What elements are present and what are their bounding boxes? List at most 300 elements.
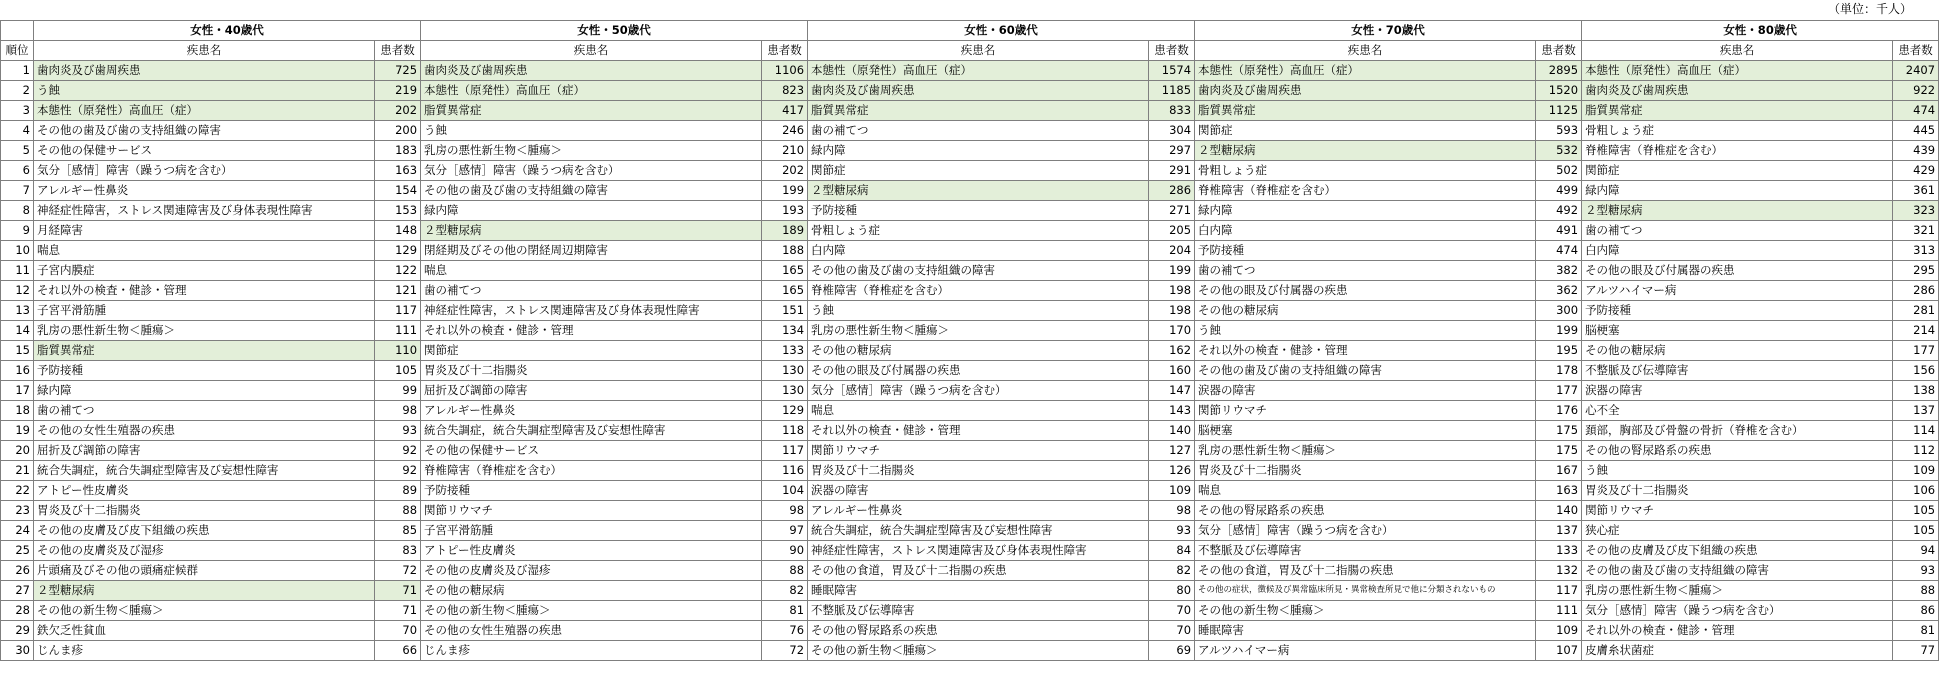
patient-count-cell: 165 [762, 281, 808, 301]
disease-name-cell: 片頭痛及びその他の頭痛症候群 [34, 561, 375, 581]
disease-name-cell: その他の食道，胃及び十二指腸の疾患 [1195, 561, 1536, 581]
rank-cell: 2 [1, 81, 34, 101]
patient-count-cell: 147 [1149, 381, 1195, 401]
patient-count-cell: 219 [375, 81, 421, 101]
patient-count-cell: 175 [1536, 441, 1582, 461]
patient-count-cell: 304 [1149, 121, 1195, 141]
table-row [1, 501, 1939, 521]
patient-count-cell: 111 [1536, 601, 1582, 621]
disease-name-cell: う蝕 [1195, 321, 1536, 341]
patient-count-cell: 286 [1893, 281, 1939, 301]
disease-name-cell: 本態性（原発性）高血圧（症） [421, 81, 762, 101]
patient-count-cell: 134 [762, 321, 808, 341]
patients-header: 患者数 [762, 41, 808, 61]
disease-name-cell: 脂質異常症 [1582, 101, 1893, 121]
disease-name-cell: 閉経期及びその他の閉経周辺期障害 [421, 241, 762, 261]
patient-count-cell: 195 [1536, 341, 1582, 361]
disease-name-cell: その他の眼及び付属器の疾患 [1582, 261, 1893, 281]
patient-count-cell: 532 [1536, 141, 1582, 161]
patient-count-cell: 133 [1536, 541, 1582, 561]
group-title: 女性・40歳代 [34, 21, 421, 41]
table-row [1, 441, 1939, 461]
disease-name-cell: 統合失調症，統合失調症型障害及び妄想性障害 [808, 521, 1149, 541]
disease-name-cell: 睡眠障害 [808, 581, 1149, 601]
rank-cell: 19 [1, 421, 34, 441]
patient-count-cell: 823 [762, 81, 808, 101]
patient-count-cell: 271 [1149, 201, 1195, 221]
patient-count-cell: 105 [1893, 501, 1939, 521]
table-row [1, 241, 1939, 261]
disease-name-cell: その他の女性生殖器の疾患 [421, 621, 762, 641]
patient-count-cell: 88 [375, 501, 421, 521]
patient-count-cell: 214 [1893, 321, 1939, 341]
patient-count-cell: 88 [762, 561, 808, 581]
patient-count-cell: 99 [375, 381, 421, 401]
patient-count-cell: 725 [375, 61, 421, 81]
patient-count-cell: 1106 [762, 61, 808, 81]
patient-count-cell: 97 [762, 521, 808, 541]
patient-count-cell: 110 [375, 341, 421, 361]
patients-header: 患者数 [1893, 41, 1939, 61]
patient-count-cell: 109 [1149, 481, 1195, 501]
patient-count-cell: 593 [1536, 121, 1582, 141]
disease-name-cell: 関節リウマチ [421, 501, 762, 521]
disease-name-cell: 骨粗しょう症 [808, 221, 1149, 241]
patient-count-cell: 246 [762, 121, 808, 141]
patient-count-cell: 85 [375, 521, 421, 541]
patient-count-cell: 127 [1149, 441, 1195, 461]
disease-name-cell: その他の新生物＜腫瘍＞ [808, 641, 1149, 661]
patients-header: 患者数 [375, 41, 421, 61]
patient-count-cell: 82 [1149, 561, 1195, 581]
patient-count-cell: 111 [375, 321, 421, 341]
patient-count-cell: 165 [762, 261, 808, 281]
disease-name-cell: 不整脈及び伝導障害 [1582, 361, 1893, 381]
patient-count-cell: 92 [375, 441, 421, 461]
disease-header: 疾患名 [808, 41, 1149, 61]
disease-name-cell: 歯肉炎及び歯周疾患 [1195, 81, 1536, 101]
patient-count-cell: 130 [762, 381, 808, 401]
patient-count-cell: 81 [762, 601, 808, 621]
patient-count-cell: 130 [762, 361, 808, 381]
disease-name-cell: 緑内障 [421, 201, 762, 221]
disease-name-cell: 気分［感情］障害（躁うつ病を含む） [1582, 601, 1893, 621]
patient-count-cell: 491 [1536, 221, 1582, 241]
patient-count-cell: 199 [1536, 321, 1582, 341]
table-row [1, 421, 1939, 441]
patient-count-cell: 295 [1893, 261, 1939, 281]
disease-name-cell: 予防接種 [1195, 241, 1536, 261]
disease-name-cell: 不整脈及び伝導障害 [808, 601, 1149, 621]
disease-name-cell: 白内障 [1582, 241, 1893, 261]
table-row [1, 141, 1939, 161]
rank-cell: 16 [1, 361, 34, 381]
disease-name-cell: その他の糖尿病 [421, 581, 762, 601]
patient-count-cell: 198 [1149, 301, 1195, 321]
disease-name-cell: その他の眼及び付属器の疾患 [808, 361, 1149, 381]
rank-cell: 9 [1, 221, 34, 241]
patient-count-cell: 439 [1893, 141, 1939, 161]
disease-name-cell: 涙器の障害 [808, 481, 1149, 501]
patient-count-cell: 160 [1149, 361, 1195, 381]
disease-name-cell: 関節症 [1195, 121, 1536, 141]
disease-name-cell: 脳梗塞 [1195, 421, 1536, 441]
disease-name-cell: 脂質異常症 [34, 341, 375, 361]
patient-count-cell: 198 [1149, 281, 1195, 301]
disease-name-cell: それ以外の検査・健診・管理 [1195, 341, 1536, 361]
disease-name-cell: その他の歯及び歯の支持組織の障害 [34, 121, 375, 141]
patient-count-cell: 89 [375, 481, 421, 501]
patient-count-cell: 429 [1893, 161, 1939, 181]
disease-name-cell: アレルギー性鼻炎 [808, 501, 1149, 521]
rank-cell: 14 [1, 321, 34, 341]
disease-name-cell: 統合失調症，統合失調症型障害及び妄想性障害 [34, 461, 375, 481]
patient-count-cell: 140 [1536, 501, 1582, 521]
patient-count-cell: 86 [1893, 601, 1939, 621]
patient-count-cell: 189 [762, 221, 808, 241]
rank-cell: 1 [1, 61, 34, 81]
patient-count-cell: 109 [1536, 621, 1582, 641]
disease-name-cell: 骨粗しょう症 [1195, 161, 1536, 181]
disease-name-cell: ２型糖尿病 [1582, 201, 1893, 221]
disease-name-cell: 涙器の障害 [1582, 381, 1893, 401]
patient-count-cell: 176 [1536, 401, 1582, 421]
patient-count-cell: 445 [1893, 121, 1939, 141]
patient-count-cell: 93 [375, 421, 421, 441]
disease-name-cell: う蝕 [34, 81, 375, 101]
patient-count-cell: 90 [762, 541, 808, 561]
table-row [1, 341, 1939, 361]
disease-name-cell: 気分［感情］障害（躁うつ病を含む） [34, 161, 375, 181]
patient-count-cell: 922 [1893, 81, 1939, 101]
patient-count-cell: 70 [1149, 621, 1195, 641]
disease-name-cell: アレルギー性鼻炎 [421, 401, 762, 421]
patient-count-cell: 183 [375, 141, 421, 161]
patient-count-cell: 167 [1536, 461, 1582, 481]
table-row [1, 541, 1939, 561]
patient-count-cell: 122 [375, 261, 421, 281]
patient-count-cell: 69 [1149, 641, 1195, 661]
disease-name-cell: 月経障害 [34, 221, 375, 241]
disease-name-cell: その他の食道，胃及び十二指腸の疾患 [808, 561, 1149, 581]
patient-count-cell: 76 [762, 621, 808, 641]
disease-name-cell: その他の新生物＜腫瘍＞ [34, 601, 375, 621]
patient-count-cell: 72 [375, 561, 421, 581]
table-row [1, 361, 1939, 381]
patient-count-cell: 833 [1149, 101, 1195, 121]
patient-count-cell: 66 [375, 641, 421, 661]
disease-name-cell: その他の糖尿病 [808, 341, 1149, 361]
patient-count-cell: 116 [762, 461, 808, 481]
table-row [1, 481, 1939, 501]
patient-count-cell: 300 [1536, 301, 1582, 321]
patient-count-cell: 178 [1536, 361, 1582, 381]
disease-name-cell: その他の歯及び歯の支持組織の障害 [1195, 361, 1536, 381]
patient-count-cell: 72 [762, 641, 808, 661]
rank-cell: 26 [1, 561, 34, 581]
disease-name-cell: 関節リウマチ [1195, 401, 1536, 421]
table-row [1, 61, 1939, 81]
table-row [1, 101, 1939, 121]
disease-name-cell: それ以外の検査・健診・管理 [808, 421, 1149, 441]
patient-count-cell: 70 [375, 621, 421, 641]
rank-cell: 21 [1, 461, 34, 481]
disease-name-cell: その他の症状，徴候及び異常臨床所見・異常検査所見で他に分類されないもの [1195, 581, 1536, 601]
rank-cell: 29 [1, 621, 34, 641]
table-row [1, 81, 1939, 101]
group-header-row [1, 21, 1939, 41]
disease-name-cell: 乳房の悪性新生物＜腫瘍＞ [1582, 581, 1893, 601]
disease-name-cell: 屈折及び調節の障害 [34, 441, 375, 461]
disease-name-cell: 緑内障 [808, 141, 1149, 161]
patient-count-cell: 286 [1149, 181, 1195, 201]
table-body [1, 61, 1939, 661]
patient-count-cell: 98 [762, 501, 808, 521]
patient-count-cell: 81 [1893, 621, 1939, 641]
disease-name-cell: 神経症性障害，ストレス関連障害及び身体表現性障害 [808, 541, 1149, 561]
patient-count-cell: 474 [1893, 101, 1939, 121]
disease-name-cell: その他の保健サービス [421, 441, 762, 461]
disease-name-cell: 本態性（原発性）高血圧（症） [1582, 61, 1893, 81]
patient-count-cell: 163 [1536, 481, 1582, 501]
disease-name-cell: 予防接種 [421, 481, 762, 501]
disease-name-cell: 喘息 [34, 241, 375, 261]
patient-count-cell: 109 [1893, 461, 1939, 481]
patient-count-cell: 140 [1149, 421, 1195, 441]
rank-cell: 4 [1, 121, 34, 141]
patient-count-cell: 84 [1149, 541, 1195, 561]
disease-name-cell: その他の新生物＜腫瘍＞ [1195, 601, 1536, 621]
table-row [1, 581, 1939, 601]
patient-count-cell: 499 [1536, 181, 1582, 201]
disease-name-cell: 歯の補てつ [1582, 221, 1893, 241]
disease-name-cell: 胃炎及び十二指腸炎 [34, 501, 375, 521]
patient-count-cell: 112 [1893, 441, 1939, 461]
disease-name-cell: 骨粗しょう症 [1582, 121, 1893, 141]
patient-count-cell: 121 [375, 281, 421, 301]
patient-count-cell: 98 [1149, 501, 1195, 521]
table-row [1, 161, 1939, 181]
rank-cell: 10 [1, 241, 34, 261]
patient-count-cell: 71 [375, 581, 421, 601]
disease-name-cell: 関節リウマチ [808, 441, 1149, 461]
table-row [1, 281, 1939, 301]
disease-name-cell: その他の腎尿路系の疾患 [808, 621, 1149, 641]
disease-name-cell: 歯の補てつ [1195, 261, 1536, 281]
rank-cell: 25 [1, 541, 34, 561]
rank-cell: 22 [1, 481, 34, 501]
disease-name-cell: 白内障 [808, 241, 1149, 261]
disease-name-cell: その他の眼及び付属器の疾患 [1195, 281, 1536, 301]
disease-name-cell: 本態性（原発性）高血圧（症） [808, 61, 1149, 81]
disease-name-cell: 神経症性障害，ストレス関連障害及び身体表現性障害 [34, 201, 375, 221]
disease-name-cell: 脊椎障害（脊椎症を含む） [808, 281, 1149, 301]
patient-count-cell: 93 [1893, 561, 1939, 581]
disease-name-cell: アルツハイマー病 [1195, 641, 1536, 661]
patient-count-cell: 1185 [1149, 81, 1195, 101]
patient-count-cell: 177 [1893, 341, 1939, 361]
patient-count-cell: 202 [375, 101, 421, 121]
patient-count-cell: 291 [1149, 161, 1195, 181]
table-row [1, 381, 1939, 401]
disease-name-cell: アトピー性皮膚炎 [34, 481, 375, 501]
disease-name-cell: じんま疹 [421, 641, 762, 661]
patient-count-cell: 129 [762, 401, 808, 421]
patient-count-cell: 88 [1893, 581, 1939, 601]
disease-name-cell: 神経症性障害，ストレス関連障害及び身体表現性障害 [421, 301, 762, 321]
disease-name-cell: 子宮平滑筋腫 [421, 521, 762, 541]
disease-name-cell: 頚部，胸部及び骨盤の骨折（脊椎を含む） [1582, 421, 1893, 441]
table-row [1, 261, 1939, 281]
disease-name-cell: 胃炎及び十二指腸炎 [1582, 481, 1893, 501]
disease-name-cell: ２型糖尿病 [1195, 141, 1536, 161]
disease-name-cell: 脂質異常症 [421, 101, 762, 121]
rank-cell: 12 [1, 281, 34, 301]
disease-name-cell: 胃炎及び十二指腸炎 [421, 361, 762, 381]
rank-cell: 7 [1, 181, 34, 201]
disease-name-cell: その他の皮膚及び皮下組織の疾患 [34, 521, 375, 541]
patient-count-cell: 154 [375, 181, 421, 201]
disease-name-cell: 脊椎障害（脊椎症を含む） [421, 461, 762, 481]
disease-name-cell: それ以外の検査・健診・管理 [1582, 621, 1893, 641]
ranking-table [0, 20, 1939, 661]
patient-count-cell: 93 [1149, 521, 1195, 541]
disease-name-cell: 鉄欠乏性貧血 [34, 621, 375, 641]
disease-name-cell: 緑内障 [1582, 181, 1893, 201]
rank-cell: 28 [1, 601, 34, 621]
patient-count-cell: 177 [1536, 381, 1582, 401]
disease-name-cell: 狭心症 [1582, 521, 1893, 541]
patient-count-cell: 77 [1893, 641, 1939, 661]
group-title: 女性・50歳代 [421, 21, 808, 41]
table-row [1, 621, 1939, 641]
patient-count-cell: 323 [1893, 201, 1939, 221]
table-row [1, 221, 1939, 241]
table-row [1, 641, 1939, 661]
disease-name-cell: その他の皮膚炎及び湿疹 [34, 541, 375, 561]
disease-name-cell: 緑内障 [34, 381, 375, 401]
patient-count-cell: 129 [375, 241, 421, 261]
rank-cell: 11 [1, 261, 34, 281]
disease-name-cell: 関節症 [808, 161, 1149, 181]
patient-count-cell: 417 [762, 101, 808, 121]
table-row [1, 121, 1939, 141]
disease-name-cell: その他の糖尿病 [1582, 341, 1893, 361]
disease-name-cell: 子宮平滑筋腫 [34, 301, 375, 321]
disease-name-cell: 関節症 [421, 341, 762, 361]
disease-header: 疾患名 [1582, 41, 1893, 61]
disease-name-cell: 乳房の悪性新生物＜腫瘍＞ [421, 141, 762, 161]
patient-count-cell: 94 [1893, 541, 1939, 561]
table-row [1, 201, 1939, 221]
patient-count-cell: 83 [375, 541, 421, 561]
patient-count-cell: 138 [1893, 381, 1939, 401]
disease-name-cell: その他の保健サービス [34, 141, 375, 161]
disease-name-cell: 乳房の悪性新生物＜腫瘍＞ [34, 321, 375, 341]
table-row [1, 401, 1939, 421]
disease-name-cell: 不整脈及び伝導障害 [1195, 541, 1536, 561]
disease-name-cell: 歯肉炎及び歯周疾患 [1582, 81, 1893, 101]
patient-count-cell: 71 [375, 601, 421, 621]
disease-name-cell: 気分［感情］障害（躁うつ病を含む） [1195, 521, 1536, 541]
disease-name-cell: 子宮内膜症 [34, 261, 375, 281]
disease-name-cell: 喘息 [808, 401, 1149, 421]
table-row [1, 601, 1939, 621]
patient-count-cell: 105 [375, 361, 421, 381]
disease-name-cell: その他の歯及び歯の支持組織の障害 [1582, 561, 1893, 581]
patient-count-cell: 156 [1893, 361, 1939, 381]
patient-count-cell: 205 [1149, 221, 1195, 241]
patient-count-cell: 70 [1149, 601, 1195, 621]
patient-count-cell: 175 [1536, 421, 1582, 441]
patient-count-cell: 1520 [1536, 81, 1582, 101]
disease-name-cell: 歯肉炎及び歯周疾患 [34, 61, 375, 81]
disease-name-cell: 乳房の悪性新生物＜腫瘍＞ [808, 321, 1149, 341]
patient-count-cell: 202 [762, 161, 808, 181]
patient-count-cell: 1574 [1149, 61, 1195, 81]
patient-count-cell: 153 [375, 201, 421, 221]
patient-count-cell: 137 [1536, 521, 1582, 541]
patient-count-cell: 106 [1893, 481, 1939, 501]
patient-count-cell: 162 [1149, 341, 1195, 361]
patient-count-cell: 281 [1893, 301, 1939, 321]
disease-name-cell: 乳房の悪性新生物＜腫瘍＞ [1195, 441, 1536, 461]
rank-cell: 15 [1, 341, 34, 361]
patient-count-cell: 199 [1149, 261, 1195, 281]
patient-count-cell: 118 [762, 421, 808, 441]
disease-name-cell: それ以外の検査・健診・管理 [34, 281, 375, 301]
patient-count-cell: 105 [1893, 521, 1939, 541]
patient-count-cell: 151 [762, 301, 808, 321]
patient-count-cell: 104 [762, 481, 808, 501]
group-title: 女性・70歳代 [1195, 21, 1582, 41]
disease-name-cell: それ以外の検査・健診・管理 [421, 321, 762, 341]
patient-count-cell: 107 [1536, 641, 1582, 661]
table-row [1, 461, 1939, 481]
disease-name-cell: アトピー性皮膚炎 [421, 541, 762, 561]
disease-name-cell: その他の女性生殖器の疾患 [34, 421, 375, 441]
rank-cell: 27 [1, 581, 34, 601]
disease-name-cell: 歯の補てつ [421, 281, 762, 301]
disease-name-cell: 関節リウマチ [1582, 501, 1893, 521]
patient-count-cell: 132 [1536, 561, 1582, 581]
patient-count-cell: 362 [1536, 281, 1582, 301]
disease-name-cell: 気分［感情］障害（躁うつ病を含む） [421, 161, 762, 181]
rank-cell: 6 [1, 161, 34, 181]
patient-count-cell: 502 [1536, 161, 1582, 181]
rank-cell: 23 [1, 501, 34, 521]
patient-count-cell: 92 [375, 461, 421, 481]
disease-header: 疾患名 [1195, 41, 1536, 61]
patient-count-cell: 117 [375, 301, 421, 321]
disease-name-cell: 脂質異常症 [1195, 101, 1536, 121]
rank-header-blank [1, 21, 34, 41]
patient-count-cell: 98 [375, 401, 421, 421]
disease-name-cell: う蝕 [1582, 461, 1893, 481]
disease-name-cell: う蝕 [808, 301, 1149, 321]
disease-name-cell: 歯肉炎及び歯周疾患 [808, 81, 1149, 101]
patient-count-cell: 133 [762, 341, 808, 361]
table-row [1, 181, 1939, 201]
disease-name-cell: 涙器の障害 [1195, 381, 1536, 401]
disease-name-cell: 睡眠障害 [1195, 621, 1536, 641]
rank-header: 順位 [1, 41, 34, 61]
rank-cell: 17 [1, 381, 34, 401]
disease-header: 疾患名 [34, 41, 375, 61]
disease-name-cell: 予防接種 [1582, 301, 1893, 321]
disease-name-cell: 歯の補てつ [34, 401, 375, 421]
disease-name-cell: ２型糖尿病 [421, 221, 762, 241]
